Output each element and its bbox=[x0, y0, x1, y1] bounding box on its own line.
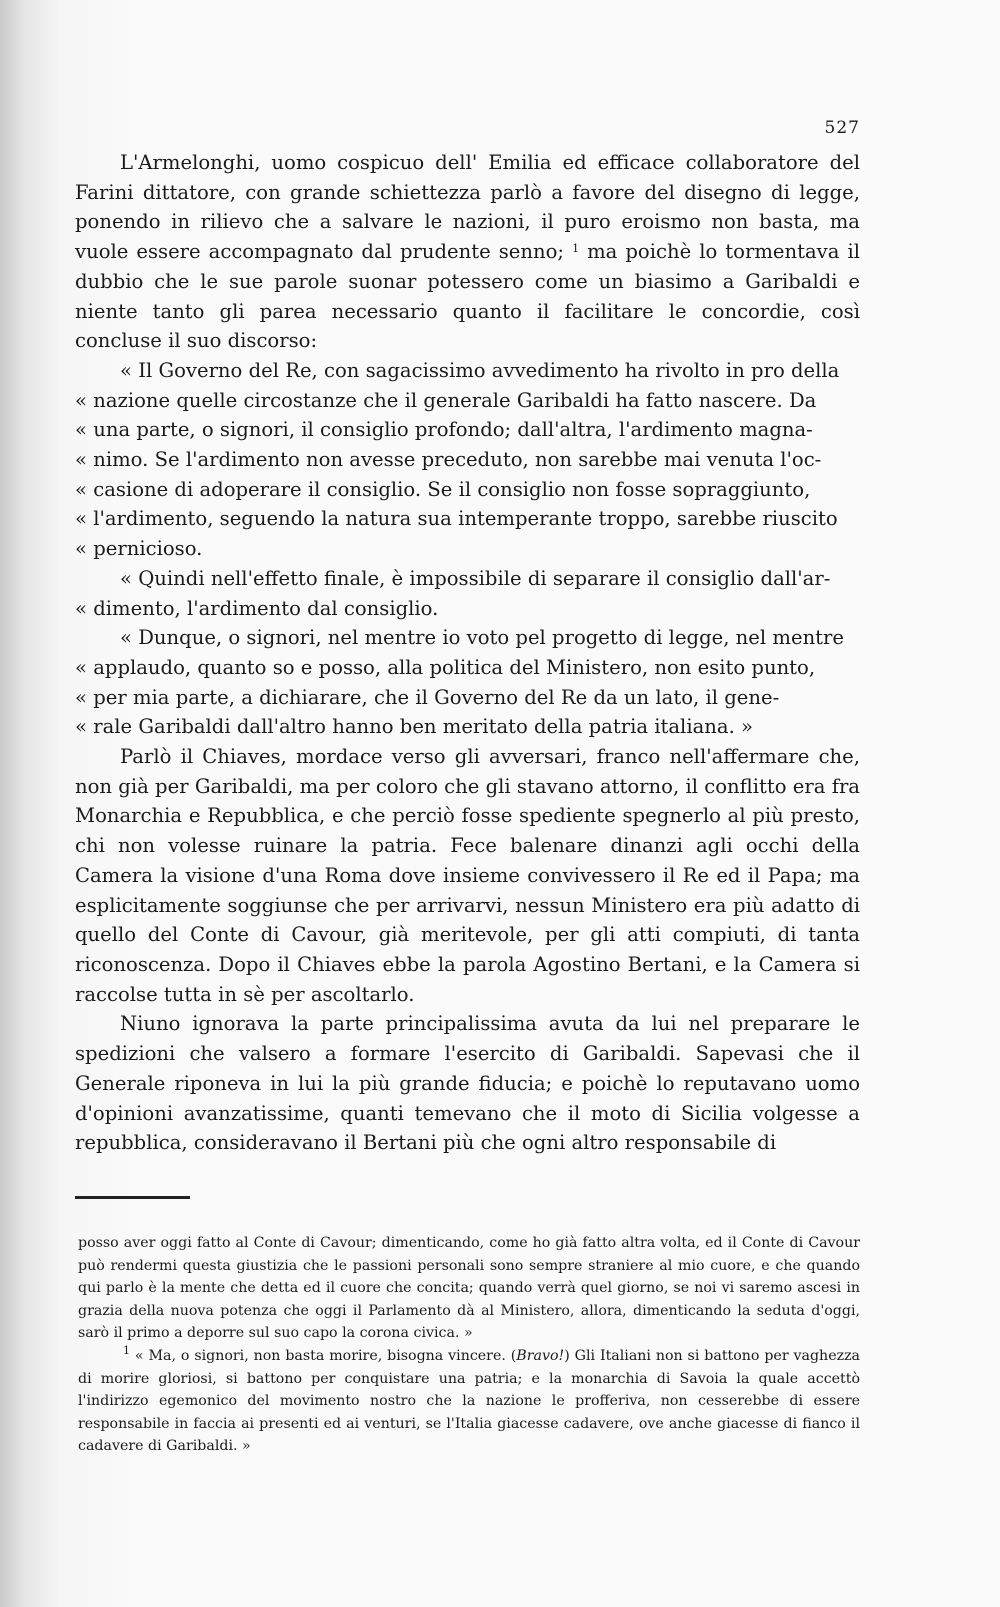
paragraph-chiaves: Parlò il Chiaves, mordace verso gli avversari, franco nell'affermare che, non già per Garibaldi, ma per coloro che gli stavano attorno, il conflitto era fra Monarchia e Repubblica, e che perciò fosse spediente spegnerlo al più presto, chi non volesse ruinare la patria. Fece balenare dinanzi agli occhi della Camera la visione d'una Roma dove insieme convivessero il Re ed il Papa; ma esplicitamente soggiunse che per arrivarvi, nessun Ministero era più adatto di quello del Conte di Cavour, già meritevole, per gli atti compiuti, di tanta riconoscenza. Dopo il Chiaves ebbe la parola Agostino Bertani, e la Camera si raccolse tutta in sè per ascoltarlo. bbox=[75, 745, 860, 1006]
quote-line: « dimento, l'ardimento dal consiglio. bbox=[75, 596, 439, 620]
paragraph-text: ma poichè lo tormentava il dubbio che le sue parole suonar potessero come un biasimo a Garibaldi e niente tanto gli parea necessario quanto il facilitare le concordie, così concluse il suo discorso: bbox=[75, 240, 860, 353]
quote-line: « Quindi nell'effetto finale, è impossibile di separare il consiglio dall'ar- bbox=[120, 566, 831, 590]
quote-line: « pernicioso. bbox=[75, 537, 203, 561]
footnote-text: ) Gli Italiani non si battono per vaghezza di morire gloriosi, si battono per conquistare una patria; e la monarchia di Savoia la quale accettò l'indirizzo egemonico del movimento nostro che la nazione le profferiva, non cesserebbe di essere responsabile in faccia ai presenti ed ai venturi, se l'Italia giacesse cadavere, ove anche giacesse di fianco il cadavere di Garibaldi. » bbox=[78, 1347, 860, 1455]
paragraph-armelonghi bbox=[75, 148, 860, 356]
footnotes bbox=[78, 1232, 860, 1458]
quote-line: « una parte, o signori, il consiglio profondo; dall'altra, l'ardimento magna- bbox=[75, 418, 813, 442]
block-quote bbox=[75, 564, 860, 623]
footnote-marker: 1 bbox=[123, 1343, 130, 1357]
footnote-reference: 1 bbox=[572, 242, 580, 256]
block-quote bbox=[75, 356, 860, 564]
quote-line: « casione di adoperare il consiglio. Se il consiglio non fosse sopraggiunto, bbox=[75, 477, 811, 501]
block-quote bbox=[75, 623, 860, 742]
quote-line: « nimo. Se l'ardimento non avesse preceduto, non sarebbe mai venuta l'oc- bbox=[75, 448, 822, 472]
quote-line: « Il Governo del Re, con sagacissimo avvedimento ha rivolto in pro della bbox=[120, 358, 840, 382]
quote-line: « rale Garibaldi dall'altro hanno ben meritato della patria italiana. » bbox=[75, 715, 754, 739]
quote-line: « Dunque, o signori, nel mentre io voto pel progetto di legge, nel mentre bbox=[120, 626, 845, 650]
footnote-text: « Ma, o signori, non basta morire, bisogna vincere. ( bbox=[134, 1347, 517, 1364]
quote-line: « per mia parte, a dichiarare, che il Governo del Re da un lato, il gene- bbox=[75, 685, 780, 709]
paragraph-bertani: Niuno ignorava la parte principalissima avuta da lui nel preparare le spedizioni che valsero a formare l'esercito di Garibaldi. Sapevasi che il Generale riponeva in lui la più grande fiducia; e poichè lo reputavano uomo d'opinioni avanzatissime, quanti temevano che il moto di Sicilia volgesse a repubblica, consideravano il Bertani più che ogni altro responsabile di bbox=[75, 1012, 860, 1155]
paragraph-text: L'Armelonghi, uomo cospicuo dell' Emilia ed efficace collaboratore del Farini dittatore, con grande schiettezza parlò a favore del disegno di legge, ponendo in rilievo che a salvare le nazioni, il puro eroismo non basta, ma vuole essere accompagnato dal prudente senno; bbox=[75, 151, 860, 264]
footnote-separator bbox=[75, 1196, 190, 1199]
footnote-italic: Bravo! bbox=[516, 1347, 565, 1364]
page-number: 527 bbox=[824, 118, 860, 138]
quote-line: « nazione quelle circostanze che il generale Garibaldi ha fatto nascere. Da bbox=[75, 388, 817, 412]
main-text bbox=[75, 148, 860, 1158]
quote-line: « l'ardimento, seguendo la natura sua intemperante troppo, sarebbe riuscito bbox=[75, 507, 838, 531]
footnote-continuation: posso aver oggi fatto al Conte di Cavour; dimenticando, come ho già fatto altra volta, ed il Conte di Cavour può rendermi questa giustizia che le passioni personali sono sempre straniere al mio cuore, e che quando qui parlo è la mente che detta ed il cuore che concita; quando verrà quel giorno, se noi vi saremo ascesi in grazia della nuova potenza che oggi il Parlamento dà al Ministero, allora, dimenticando la seduta d'oggi, sarò il primo a deporre sul suo capo la corona civica. » bbox=[78, 1235, 860, 1342]
quote-line: « applaudo, quanto so e posso, alla politica del Ministero, non esito punto, bbox=[75, 655, 816, 679]
footnote-1 bbox=[78, 1345, 860, 1458]
